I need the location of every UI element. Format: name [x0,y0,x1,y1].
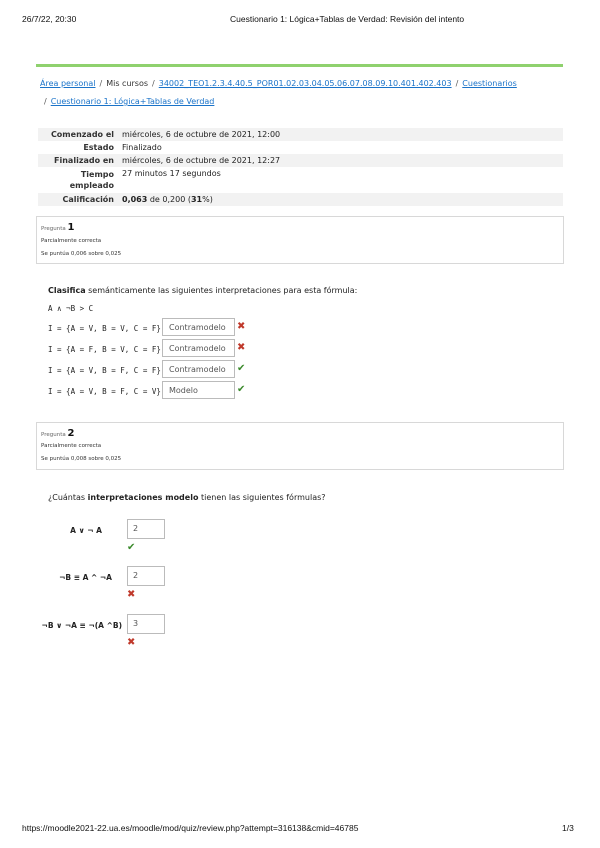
attempt-summary-table [38,128,563,206]
breadcrumb-separator: / [99,79,103,88]
answer-input[interactable]: 2 [127,566,165,586]
question-2-text-post: tienen las siguientes fórmulas? [198,493,326,502]
print-page-number: 1/3 [562,823,574,833]
question-1-formula: A ∧ ¬B > C [48,304,94,313]
question-2-state: Parcialmente correcta [41,443,102,449]
question-1-state: Parcialmente correcta [41,238,102,244]
answer-input[interactable]: 3 [127,614,165,634]
correct-icon: ✔ [127,542,136,553]
interpretation-label: I = {A = V, B = V, C = F} [48,324,161,333]
question-1-score: Se puntúa 0,006 sobre 0,025 [41,251,122,257]
correct-icon: ✔ [237,384,246,395]
summary-row-time-taken [38,167,563,193]
grade-percent: 31 [190,195,203,204]
classification-select[interactable]: Contramodelo [162,339,235,357]
grade-mid: de 0,200 ( [147,195,191,204]
breadcrumb-course-link[interactable]: 34002_TEO1.2.3.4.40.5_POR01.02.03.04.05.06.07.08.09.10.401.402.403 [158,79,452,88]
summary-label: Comenzado el [38,128,118,141]
print-title: Cuestionario 1: Lógica+Tablas de Verdad: Revisión del intento [230,14,465,24]
classification-select[interactable]: Modelo [162,381,235,399]
summary-grade-value [118,193,563,206]
question-prefix: Pregunta [41,226,66,232]
breadcrumb [40,79,560,88]
question-prefix: Pregunta [41,432,66,438]
incorrect-icon: ✖ [237,321,246,332]
summary-value: Finalizado [122,143,162,152]
breadcrumb-separator: / [44,97,47,106]
breadcrumb-my-courses[interactable]: Mis cursos [106,79,149,88]
grade-score: 0,063 [122,195,148,204]
summary-value: miércoles, 6 de octubre de 2021, 12:00 [118,128,563,141]
question-2-text-bold: interpretaciones modelo [87,493,199,502]
question-1-number [41,222,74,233]
question-1-text [48,286,357,295]
question-number: 2 [67,428,75,439]
summary-value: miércoles, 6 de octubre de 2021, 12:27 [118,154,563,167]
incorrect-icon: ✖ [127,637,136,648]
classification-select[interactable]: Contramodelo [162,360,235,378]
summary-row-grade [38,193,563,206]
question-2-score: Se puntúa 0,008 sobre 0,025 [41,456,122,462]
breadcrumb-separator: / [152,79,155,88]
classification-select[interactable]: Contramodelo [162,318,235,336]
question-number: 1 [67,222,75,233]
formula-label: A ∨ ¬ A [70,526,102,535]
print-datetime: 26/7/22, 20:30 [22,14,77,24]
summary-label: Calificación [38,193,118,206]
interpretation-label: I = {A = F, B = V, C = F} [48,345,161,354]
formula-label: ¬B ≡ A ^ ¬A [59,573,112,582]
incorrect-icon: ✖ [127,589,136,600]
formula-label: ¬B ∨ ¬A ≡ ¬(A ^B) [41,621,122,630]
question-2-text [48,493,326,502]
summary-value: 27 minutos 17 segundos [122,169,221,178]
summary-row-finished [38,154,563,167]
print-url: https://moodle2021-22.ua.es/moodle/mod/quiz/review.php?attempt=316138&cmid=46785 [22,823,359,833]
summary-label: Estado [83,143,114,152]
summary-label: Finalizado en [38,154,118,167]
summary-row-started [38,128,563,141]
breadcrumb-separator: / [455,79,459,88]
summary-label: Tiempo empleado [69,170,114,190]
question-2-text-pre: ¿Cuántas [48,493,88,502]
page-top-bar [36,64,563,67]
interpretation-label: I = {A = V, B = F, C = V} [48,387,161,396]
breadcrumb-line-2 [44,97,214,106]
correct-icon: ✔ [237,363,246,374]
question-1-text-rest: semánticamente las siguientes interpretaciones para esta fórmula: [85,286,358,295]
question-2-number [41,428,74,439]
question-2-info [36,422,564,470]
question-1-info [36,216,564,264]
breadcrumb-home-link[interactable]: Área personal [40,79,96,88]
interpretation-label: I = {A = V, B = F, C = F} [48,366,161,375]
breadcrumb-quiz-link[interactable]: Cuestionario 1: Lógica+Tablas de Verdad [50,97,215,106]
question-1-text-bold: Clasifica [48,286,86,295]
answer-input[interactable]: 2 [127,519,165,539]
incorrect-icon: ✖ [237,342,246,353]
summary-row-state [38,141,563,154]
breadcrumb-quizzes-link[interactable]: Cuestionarios [462,79,517,88]
grade-end: %) [202,195,213,204]
